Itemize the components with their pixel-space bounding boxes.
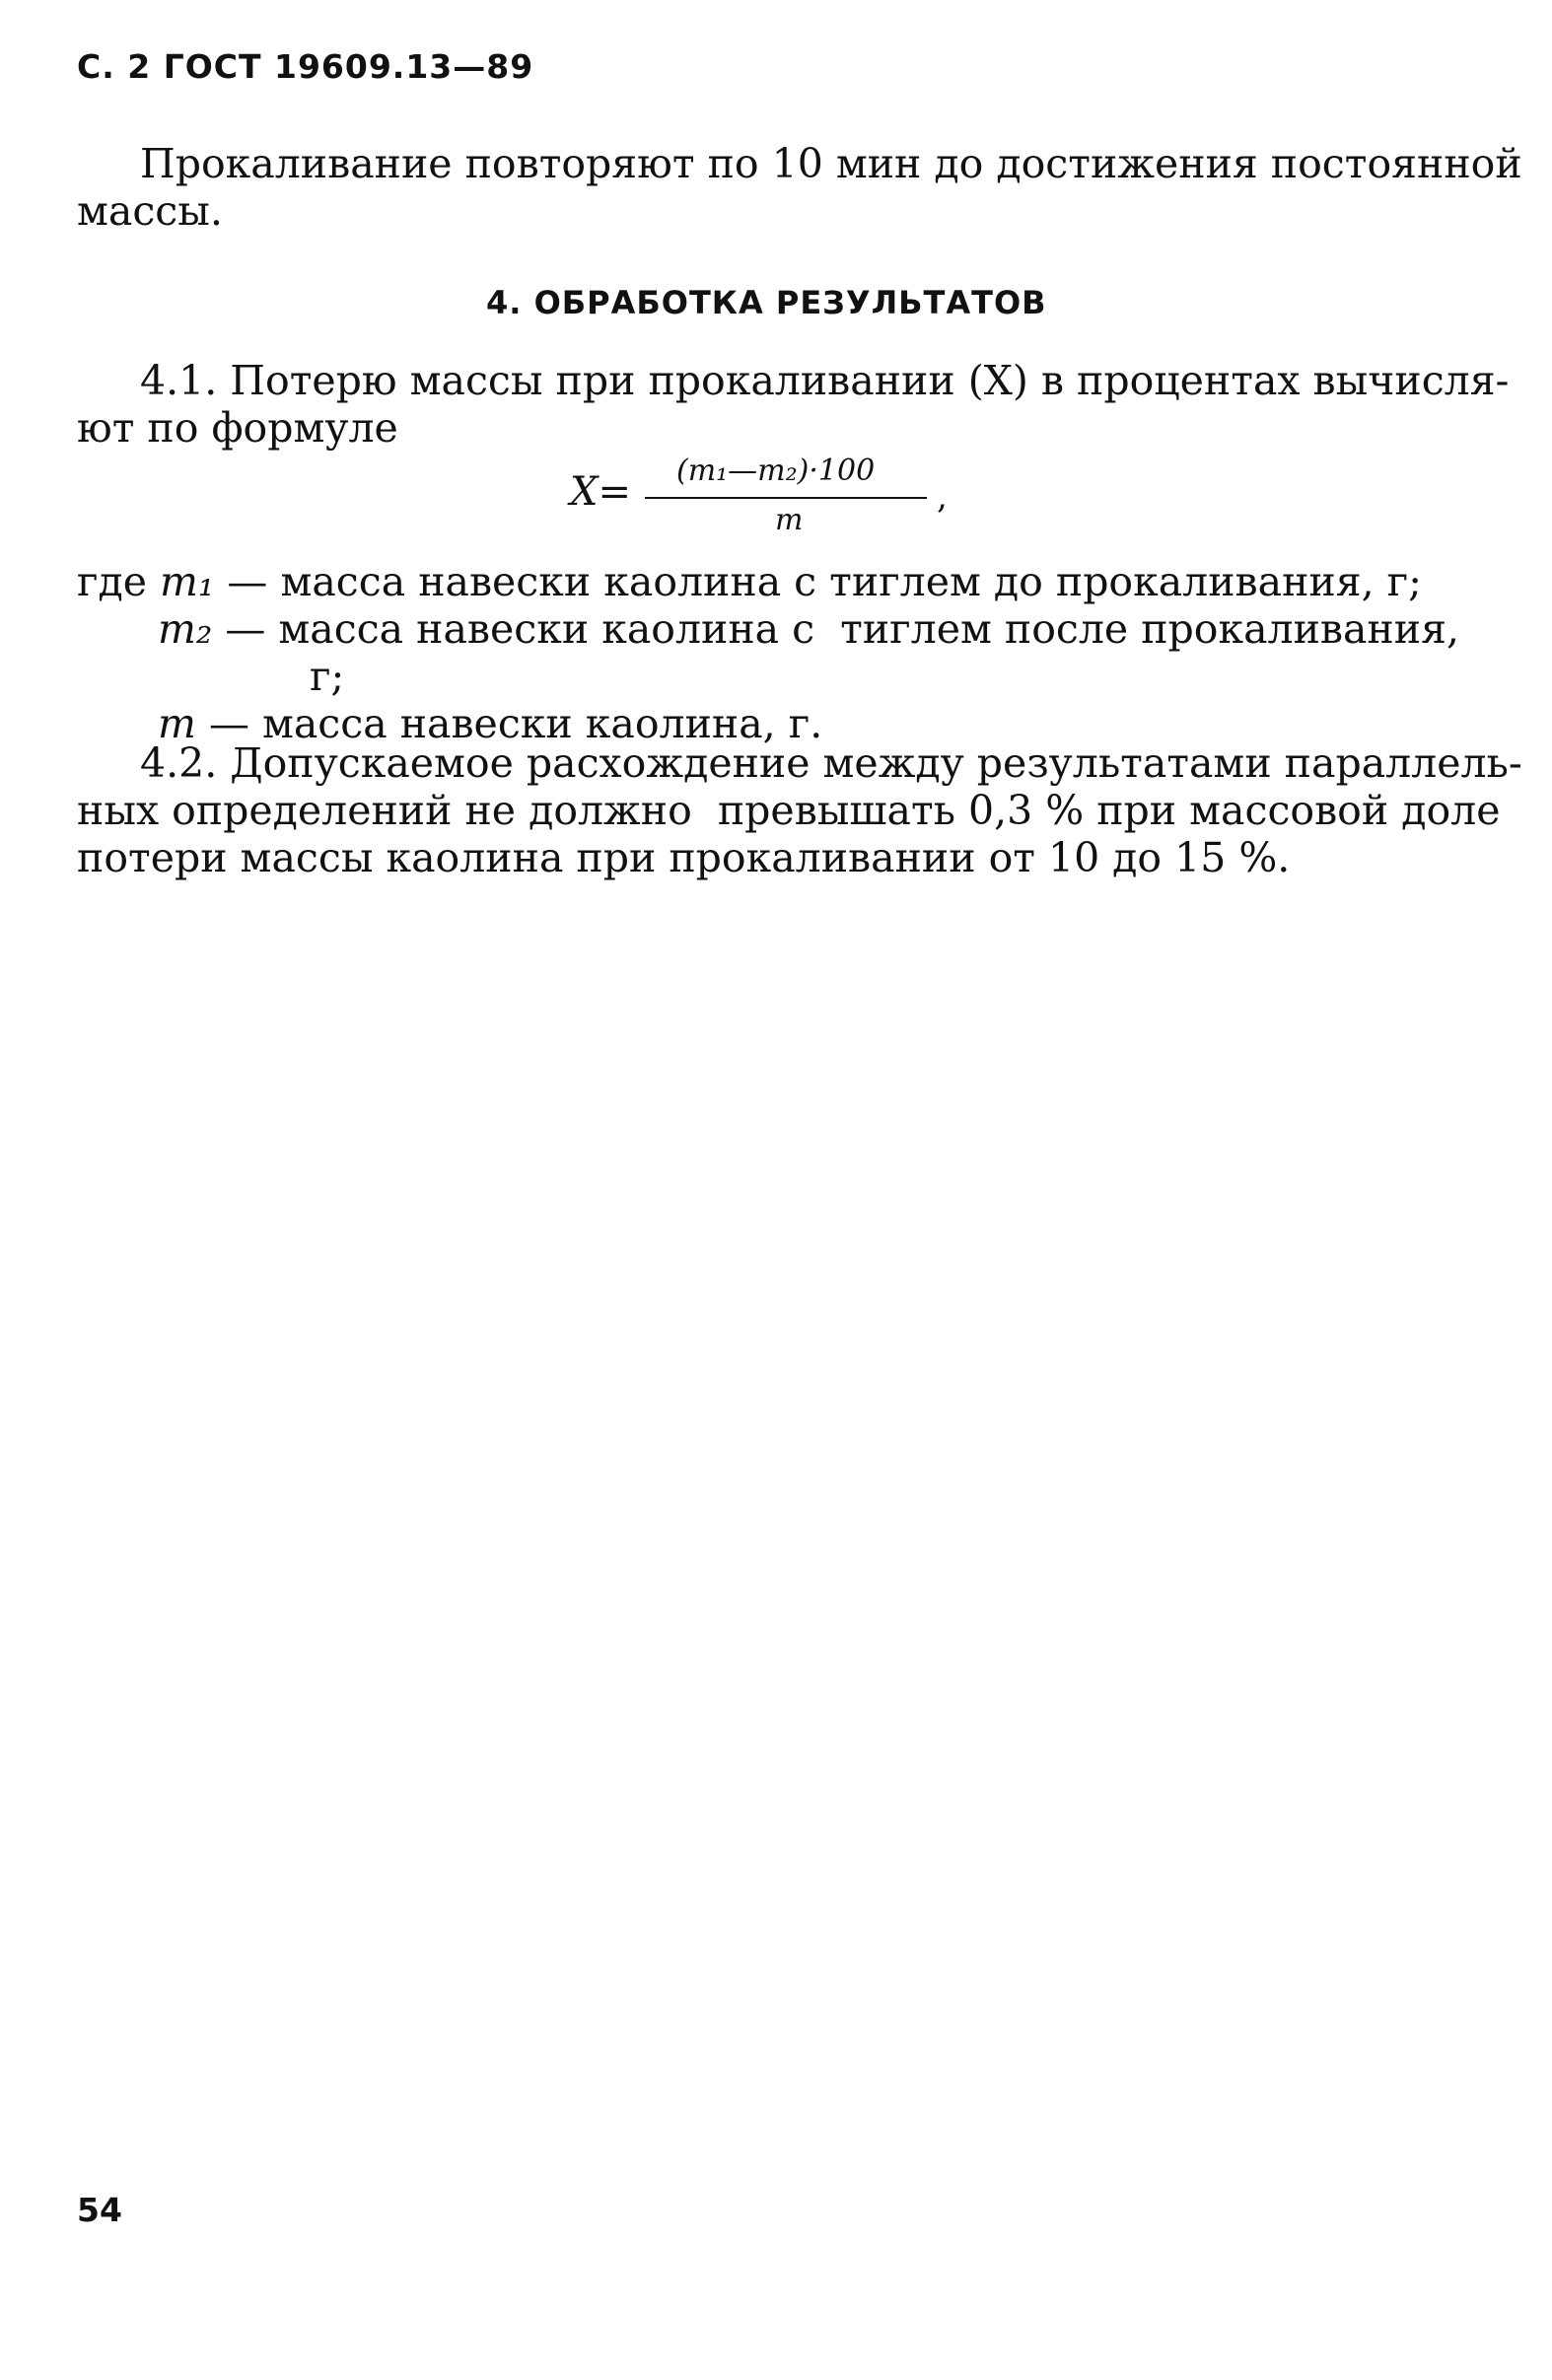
clause-4-2-line-3: потери массы каолина при прокаливании от 10 до 15 %. bbox=[77, 834, 1291, 881]
where-symbol: m bbox=[158, 700, 196, 747]
clause-4-1-line-1: 4.1. Потерю массы при прокаливании (X) в процентах вычисля- bbox=[140, 357, 1510, 404]
where-item-m2-continuation: г; bbox=[310, 653, 345, 700]
clause-4-1-line-2: ют по формуле bbox=[77, 404, 398, 452]
clause-4-2-line-2: ных определений не должно превышать 0,3 % при массовой доле bbox=[77, 787, 1501, 834]
formula-lhs: X= bbox=[570, 469, 631, 515]
formula-trailing-comma: , bbox=[937, 477, 948, 517]
page-number: 54 bbox=[77, 2191, 122, 2229]
page-header: С. 2 ГОСТ 19609.13—89 bbox=[77, 47, 534, 86]
formula-numerator: (m₁—m₂)·100 bbox=[676, 454, 876, 488]
intro-line-2: массы. bbox=[77, 187, 223, 235]
where-definition: — масса навески каолина с тиглем после прокаливания, bbox=[225, 605, 1459, 653]
clause-4-2-line-1: 4.2. Допускаемое расхождение между результатами параллель- bbox=[140, 739, 1522, 787]
where-item-m1 bbox=[77, 558, 1422, 605]
section-title: 4. ОБРАБОТКА РЕЗУЛЬТАТОВ bbox=[486, 284, 1047, 321]
where-definition: — масса навески каолина, г. bbox=[208, 700, 823, 747]
where-prefix: где bbox=[77, 558, 147, 605]
where-item-m2 bbox=[158, 605, 1459, 653]
loss-formula bbox=[570, 454, 948, 552]
fraction-bar bbox=[645, 497, 927, 499]
where-definition: — масса навески каолина с тиглем до прокаливания, г; bbox=[227, 558, 1422, 605]
intro-line-1: Прокаливание повторяют по 10 мин до достижения постоянной bbox=[140, 140, 1522, 187]
formula-denominator: m bbox=[775, 503, 804, 537]
where-symbol: m₁ bbox=[160, 558, 215, 605]
where-symbol: m₂ bbox=[158, 605, 213, 653]
